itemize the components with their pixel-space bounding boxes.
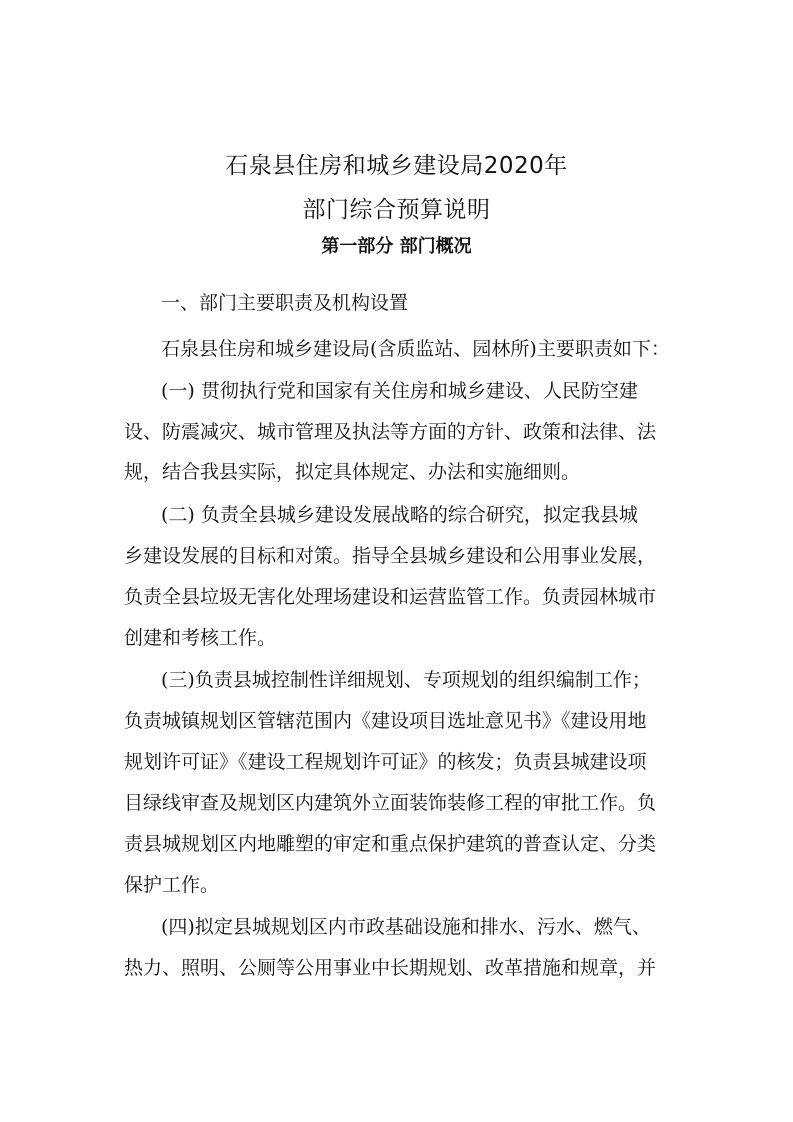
item3-line: 负责城镇规划区管辖范围内《建设项目选址意见书》《建设用地 (124, 710, 647, 732)
item3-line: 目绿线审查及规划区内建筑外立面装饰装修工程的审批工作。负 (124, 792, 657, 814)
part-title: 第一部分 部门概况 (321, 236, 472, 257)
item3-line: 保护工作。 (124, 874, 220, 896)
item2-line: 创建和考核工作。 (124, 627, 277, 649)
item2-line: (二) 负责全县城乡建设发展战略的综合研究，拟定我县城 (161, 504, 638, 526)
document-title-line-2: 部门综合预算说明 (302, 197, 491, 223)
intro-paragraph: 石泉县住房和城乡建设局(含质监站、园林所)主要职责如下： (161, 338, 670, 360)
item1-line: 规，结合我县实际，拟定具体规定、办法和实施细则。 (124, 461, 581, 483)
item3-line: 规划许可证》《建设工程规划许可证》的核发；负责县城建设项 (124, 751, 647, 773)
item3-line: 责县城规划区内地雕塑的审定和重点保护建筑的普查认定、分类 (124, 833, 657, 855)
section-heading: 一、部门主要职责及机构设置 (161, 292, 409, 314)
document-title-line-1: 石泉县住房和城乡建设局2020年 (225, 153, 568, 179)
item4-line: (四)拟定县城规划区内市政基础设施和排水、污水、燃气、 (161, 916, 651, 938)
item2-line: 负责全县垃圾无害化处理场建设和运营监管工作。负责园林城市 (124, 586, 657, 608)
item1-line: 设、防震减灾、城市管理及执法等方面的方针、政策和法律、法 (124, 421, 657, 443)
item4-line: 热力、照明、公厕等公用事业中长期规划、改革措施和规章，并 (124, 957, 657, 979)
item2-line: 乡建设发展的目标和对策。指导全县城乡建设和公用事业发展， (124, 545, 657, 567)
item1-line: (一) 贯彻执行党和国家有关住房和城乡建设、人民防空建 (161, 380, 638, 402)
item3-line: (三)负责县城控制性详细规划、专项规划的组织编制工作； (161, 669, 651, 691)
